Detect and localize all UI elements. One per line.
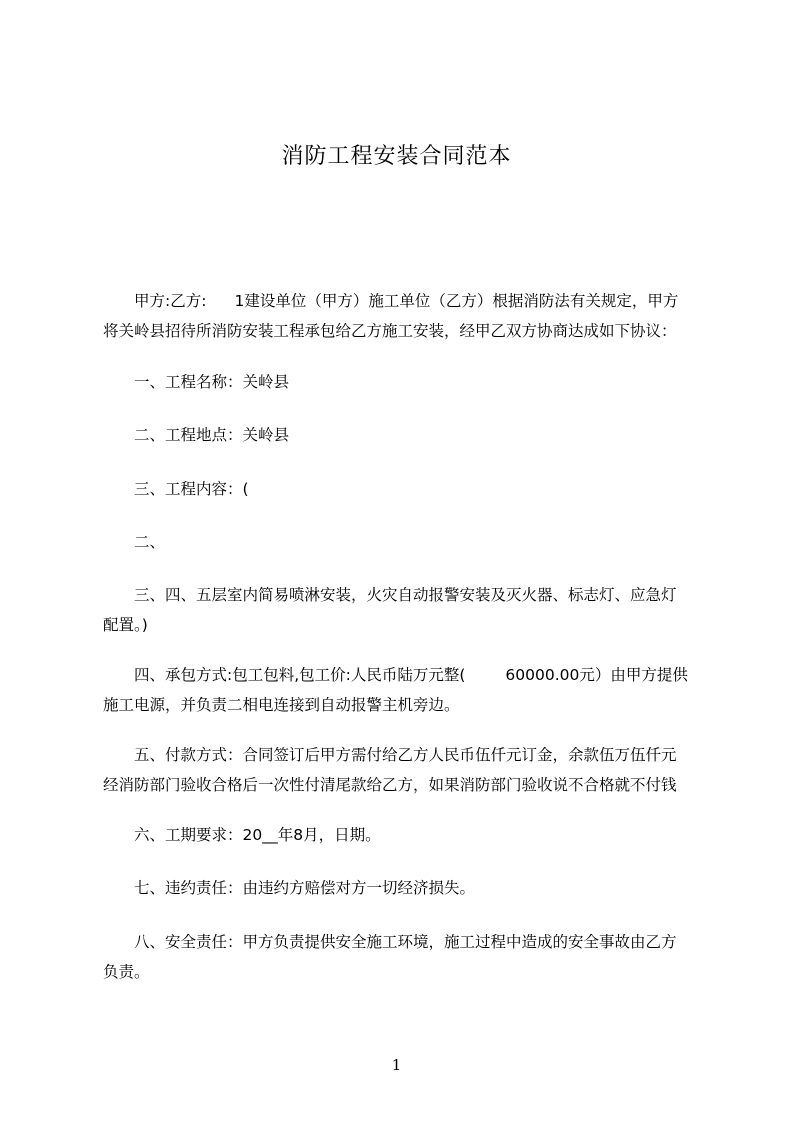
paragraph-line — [103, 286, 703, 316]
paragraph-line: 三、四、五层室内简易喷淋安装，火灾自动报警安装及灭火器、标志灯、应急灯 — [103, 586, 677, 604]
parties-label: 甲方:乙方: — [103, 292, 207, 310]
clause-item-two — [103, 527, 703, 557]
page-number: 1 — [391, 1056, 402, 1074]
paragraph-line: 八、安全责任：甲方负责提供安全施工环境，施工过程中造成的安全事故由乙方 — [103, 933, 677, 951]
clause-contract-method — [103, 660, 703, 720]
paragraph-line: 三、工程内容：( — [103, 480, 249, 498]
clause-safety — [103, 927, 703, 987]
paragraph-line: 二、 — [103, 533, 166, 551]
paragraph-line: 一、工程名称：关岭县 — [103, 373, 290, 391]
paragraph-line: 七、违约责任：由违约方赔偿对方一切经济损失。 — [103, 879, 476, 897]
clause-install-scope — [103, 580, 703, 640]
contract-method-text: 四、承包方式:包工包料,包工价:人民币陆万元整( — [103, 666, 466, 684]
paragraph-line: 经消防部门验收合格后一次性付清尾款给乙方，如果消防部门验收说不合格就不付钱 — [103, 776, 677, 794]
clause-schedule — [103, 820, 703, 850]
paragraph-intro — [103, 286, 703, 346]
clause-payment — [103, 740, 703, 800]
clause-project-name — [103, 367, 703, 397]
paragraph-line: 六、工期要求：20__年8月，日期。 — [103, 826, 381, 844]
paragraph-line: 施工电源，并负责二相电连接到自动报警主机旁边。 — [103, 696, 460, 714]
paragraph-line: 配置。) — [103, 616, 148, 634]
paragraph-line: 将关岭县招待所消防安装工程承包给乙方施工安装，经甲乙双方协商达成如下协议： — [103, 322, 677, 340]
paragraph-line: 负责。 — [103, 963, 150, 981]
intro-text: 1建设单位（甲方）施工单位（乙方）根据消防法有关规定，甲方 — [234, 292, 679, 310]
paragraph-line — [103, 660, 703, 690]
paragraph-line: 五、付款方式：合同签订后甲方需付给乙方人民币伍仟元订金，余款伍万伍仟元 — [103, 746, 677, 764]
paragraph-line: 二、工程地点：关岭县 — [103, 426, 290, 444]
clause-project-content — [103, 474, 703, 504]
clause-liability — [103, 873, 703, 903]
clause-project-location — [103, 420, 703, 450]
contract-amount: 60000.00元）由甲方提供 — [505, 666, 688, 684]
document-title: 消防工程安装合同范本 — [281, 144, 512, 169]
